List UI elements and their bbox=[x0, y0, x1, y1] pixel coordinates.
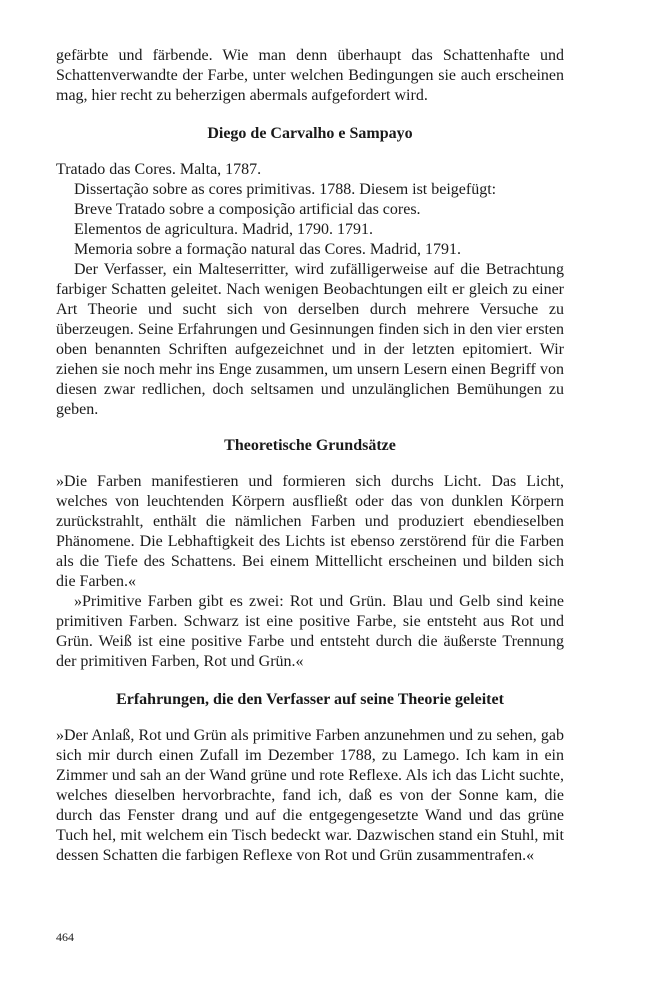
bibliography-entry: Elementos de agricultura. Madrid, 1790. 1791. bbox=[74, 221, 374, 238]
bibliography-list bbox=[56, 160, 564, 260]
grundsaetze-paragraph-1: »Die Farben manifestieren und formieren sich durchs Licht. Das Licht, welches von leuchtenden Körpern ausfließt oder das von dunklen Körpern zurückstrahlt, enthält die nämlichen Farben und produziert ebendieselben Phänomene. Die Lebhaftigkeit des Lichts ist ebenso zerstörend für die Farben als die Tiefe des Schattens. Bei einem Mittellicht erscheinen und bilden sich die Farben.« bbox=[56, 473, 564, 590]
heading-carvalho: Diego de Carvalho e Sampayo bbox=[207, 125, 413, 142]
page-body bbox=[56, 46, 564, 866]
bibliography-entry: Memoria sobre a formação natural das Cores. Madrid, 1791. bbox=[74, 241, 461, 258]
bibliography-entry: Tratado das Cores. Malta, 1787. bbox=[56, 161, 262, 178]
grundsaetze-paragraph-2: »Primitive Farben gibt es zwei: Rot und Grün. Blau und Gelb sind keine primitiven Farben. Schwarz ist eine positive Farbe, sie entsteht aus Rot und Grün. Weiß ist eine positive Farbe und entsteht durch die äußerste Trennung der primitiven Farben, Rot und Grün.« bbox=[56, 593, 564, 670]
heading-grundsaetze: Theoretische Grundsätze bbox=[224, 437, 396, 454]
intro-paragraph: gefärbte und färbende. Wie man denn überhaupt das Schattenhafte und Schattenverwandte der Farbe, unter welchen Bedingungen sie auch erscheinen mag, hier recht zu beherzigen abermals aufgefordert wird. bbox=[56, 47, 564, 104]
erfahrungen-paragraph: »Der Anlaß, Rot und Grün als primitive Farben anzunehmen und zu sehen, gab sich mir durch einen Zufall im Dezember 1788, zu Lamego. Ich kam in ein Zimmer und sah an der Wand grüne und rote Reflexe. Als ich das Licht suchte, welches dieselben hervorbrachte, fand ich, daß es von der Sonne kam, die durch das Fenster drang und auf die entgegengesetzte Wand und das grüne Tuch hel, mit welchem ein Tisch bedeckt war. Dazwischen stand ein Stuhl, mit dessen Schatten die farbigen Reflexe von Rot und Grün zusammentrafen.« bbox=[56, 727, 564, 864]
bibliography-entry: Dissertação sobre as cores primitivas. 1788. Diesem ist beigefügt: bbox=[74, 181, 497, 198]
heading-erfahrungen: Erfahrungen, die den Verfasser auf seine Theorie geleitet bbox=[116, 691, 504, 708]
bibliography-entry: Breve Tratado sobre a composição artificial das cores. bbox=[74, 201, 421, 218]
page-number: 464 bbox=[56, 930, 74, 944]
carvalho-paragraph: Der Verfasser, ein Malteserritter, wird zufälligerweise auf die Betrachtung farbiger Schatten geleitet. Nach wenigen Beobachtungen eilt er gleich zu einer Art Theorie und sucht sich von derselben durch mehrere Versuche zu überzeugen. Seine Erfahrungen und Gesinnungen finden sich in den vier ersten oben benannten Schriften aufgezeichnet und in der letzten epitomiert. Wir ziehen sie noch mehr ins Enge zusammen, um unsern Lesern einen Begriff von diesen zwar redlichen, doch seltsamen und unzulänglichen Bemühungen zu geben. bbox=[56, 261, 564, 418]
